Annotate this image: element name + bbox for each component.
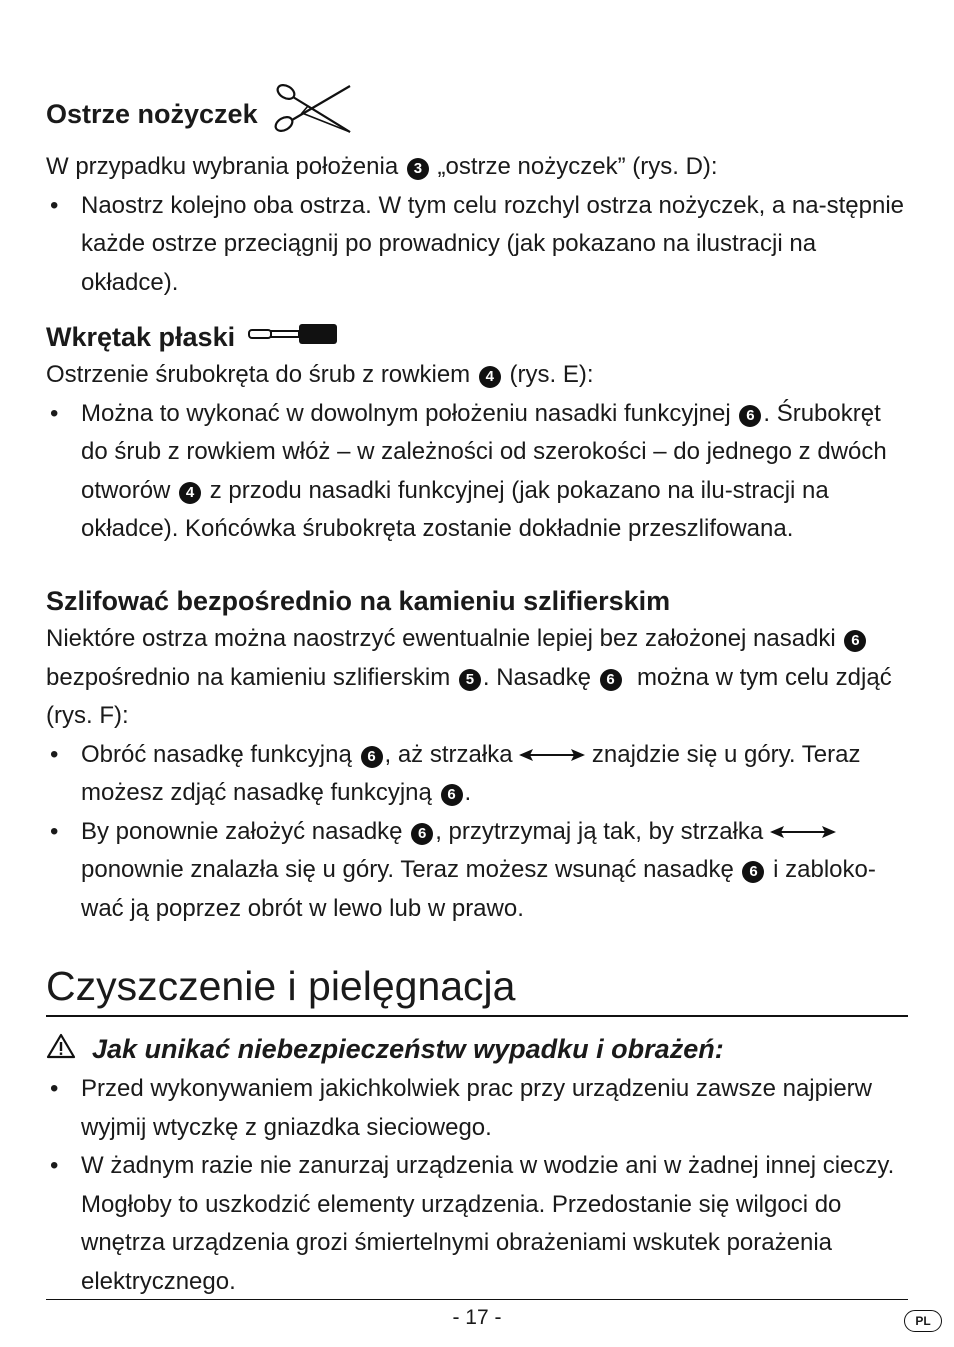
position-marker: 6: [742, 861, 764, 883]
section-screwdriver: [46, 318, 908, 549]
warning-triangle-icon: [46, 1030, 76, 1070]
section-intro: Niektóre ostrza można naostrzyć ewentualnie lepiej bez założonej nasadki 6 bezpośrednio na kamieniu szlifierskim 5 . Nasadkę 6 można w tym celu zdjąć (rys. F):: [46, 625, 892, 729]
bullet: •: [50, 740, 59, 768]
bullet: •: [50, 399, 59, 427]
list-item: • Naostrz kolejno oba ostrza. W tym celu rozchyl ostrza nożyczek, a na-stępnie każde ostrze przeciągnij po prowadnicy (jak pokazano na ilustracji na okładce).: [46, 187, 908, 303]
language-badge: PL: [904, 1310, 942, 1332]
position-marker: 6: [739, 405, 761, 427]
section-intro: Ostrzenie śrubokręta do śrub z rowkiem 4 (rys. E):: [46, 361, 594, 388]
bullet: •: [50, 191, 59, 219]
position-marker: 6: [844, 630, 866, 652]
bullet: •: [50, 1075, 59, 1102]
heading-text: Wkrętak płaski: [46, 322, 236, 352]
section-heading: [46, 318, 908, 356]
position-marker: 6: [441, 784, 463, 806]
section-heading: Szlifować bezpośrednio na kamieniu szlifierskim: [46, 586, 671, 616]
scissors-icon: [272, 80, 352, 148]
section-intro: W przypadku wybrania położenia 3 „ostrze nożyczek” (rys. D):: [46, 153, 718, 180]
list-item: • Przed wykonywaniem jakichkolwiek prac przy urządzeniu zawsze najpierw wyjmij wtyczkę z gniazdka sieciowego.: [46, 1070, 908, 1147]
double-arrow-icon: [519, 741, 592, 768]
position-marker: 4: [179, 482, 201, 504]
double-arrow-icon: [770, 818, 836, 845]
position-marker: 3: [407, 158, 429, 180]
position-marker: 5: [459, 669, 481, 691]
section-scissors: [46, 80, 908, 302]
warning-title: Jak unikać niebezpieczeństw wypadku i obrażeń:: [46, 1028, 908, 1070]
list-item: • Można to wykonać w dowolnym położeniu nasadki funkcyjnej 6 . Śrubokręt do śrub z rowkiem włóż – w zależności od szerokości – do jednego z dwóch otworów 4 z przodu nasadki funkcyjnej (jak pokazano na ilu-stracji na okładce). Końcówka śrubokręta zostanie dokładnie przeszlifowana.: [46, 395, 908, 549]
list-item: • Obróć nasadkę funkcyjną 6 , aż strzałka znajdzie się u góry. Teraz możesz zdjąć nasadkę funkcyjną 6 .: [46, 736, 908, 813]
chapter-title: Czyszczenie i pielęgnacja: [46, 957, 908, 1017]
bullet: •: [50, 817, 59, 845]
screwdriver-icon: [247, 318, 339, 356]
list-item: • W żadnym razie nie zanurzaj urządzenia w wodzie ani w żadnej innej cieczy. Mogłoby to uszkodzić elementy urządzenia. Przedostanie się wilgoci do wnętrza urządzenia grozi śmiertelnymi obrażeniami wskutek porażenia elektrycznego.: [46, 1147, 908, 1301]
section-grinding: [46, 582, 908, 928]
position-marker: 6: [361, 746, 383, 768]
position-marker: 4: [479, 366, 501, 388]
warning-block: [46, 1028, 908, 1301]
section-heading: [46, 80, 908, 148]
bullet: •: [50, 1152, 59, 1179]
heading-text: Ostrze nożyczek: [46, 99, 258, 129]
position-marker: 6: [411, 823, 433, 845]
position-marker: 6: [600, 669, 622, 691]
footer-divider: [46, 1299, 908, 1300]
page-number: - 17 -: [452, 1306, 502, 1329]
list-item: • By ponownie założyć nasadkę 6 , przytrzymaj ją tak, by strzałka ponownie znalazła się u góry. Teraz możesz wsunąć nasadkę 6 i zabloko-wać ją poprzez obrót w lewo lub w prawo.: [46, 813, 908, 929]
